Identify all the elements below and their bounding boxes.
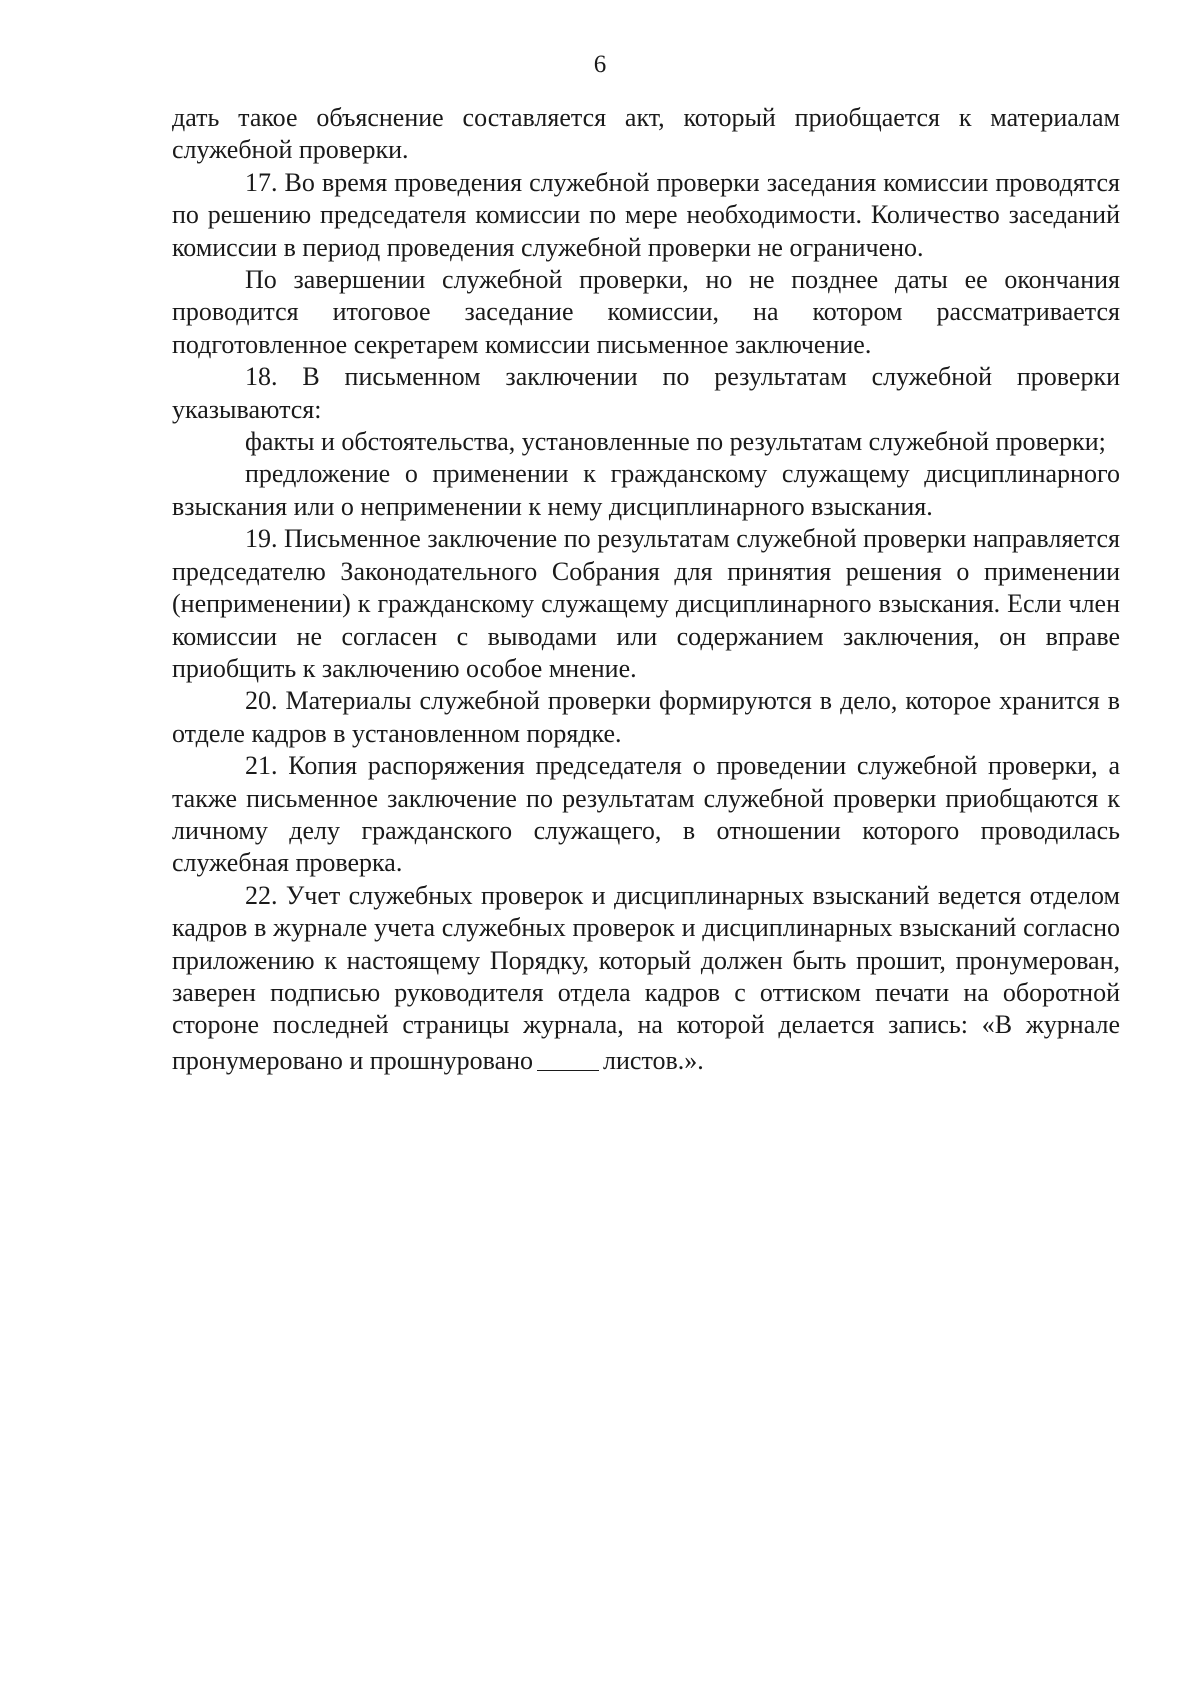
paragraph-18-proposal: предложение о применении к гражданскому служащему дисциплинарного взыскания или о неприменении к нему дисциплинарного взыскания. xyxy=(172,459,1120,521)
paragraph-19: 19. Письменное заключение по результатам служебной проверки направляется председателю Законодательного Собрания для принятия решения о применении (неприменении) к гражданскому служащему дисциплинарного взыскания. Если член комиссии не согласен с выводами или содержанием заключения, он вправе приобщить к заключению особое мнение. xyxy=(172,524,1120,683)
sheet-count-blank xyxy=(537,1044,599,1071)
document-body xyxy=(172,102,1120,1077)
paragraph-17: 17. Во время проведения служебной проверки заседания комиссии проводятся по решению председателя комиссии по мере необходимости. Количество заседаний комиссии в период проведения служебной проверки не ограничено. xyxy=(172,167,1120,262)
paragraph-20: 20. Материалы служебной проверки формируются в дело, которое хранится в отделе кадров в установленном порядке. xyxy=(172,686,1120,748)
paragraph-22 xyxy=(172,880,1120,1077)
paragraph-22-text: 22. Учет служебных проверок и дисциплинарных взысканий ведется отделом кадров в журнале учета служебных проверок и дисциплинарных взысканий согласно приложению к настоящему Порядку, который должен быть прошит, пронумерован, заверен подписью руководителя отдела кадров с оттиском печати на оборотной стороне последней страницы журнала, на которой делается запись: «В журнале пронумеровано и прошнуровано xyxy=(172,880,1120,1075)
paragraph-21: 21. Копия распоряжения председателя о проведении служебной проверки, а также письменное заключение по результатам служебной проверки приобщаются к личному делу гражданского служащего, в отношении которого проводилась служебная проверка. xyxy=(172,751,1120,878)
paragraph-18: 18. В письменном заключении по результатам служебной проверки указываются: xyxy=(172,362,1120,424)
paragraph-17-final-meeting: По завершении служебной проверки, но не позднее даты ее окончания проводится итоговое заседание комиссии, на котором рассматривается подготовленное секретарем комиссии письменное заключение. xyxy=(172,265,1120,359)
paragraph-22-end: листов.». xyxy=(603,1045,704,1075)
page-number: 6 xyxy=(593,51,607,78)
paragraph-18-facts: факты и обстоятельства, установленные по результатам служебной проверки; xyxy=(245,427,1106,457)
paragraph-continuation: дать такое объяснение составляется акт, который приобщается к материалам служебной проверки. xyxy=(172,103,1120,165)
